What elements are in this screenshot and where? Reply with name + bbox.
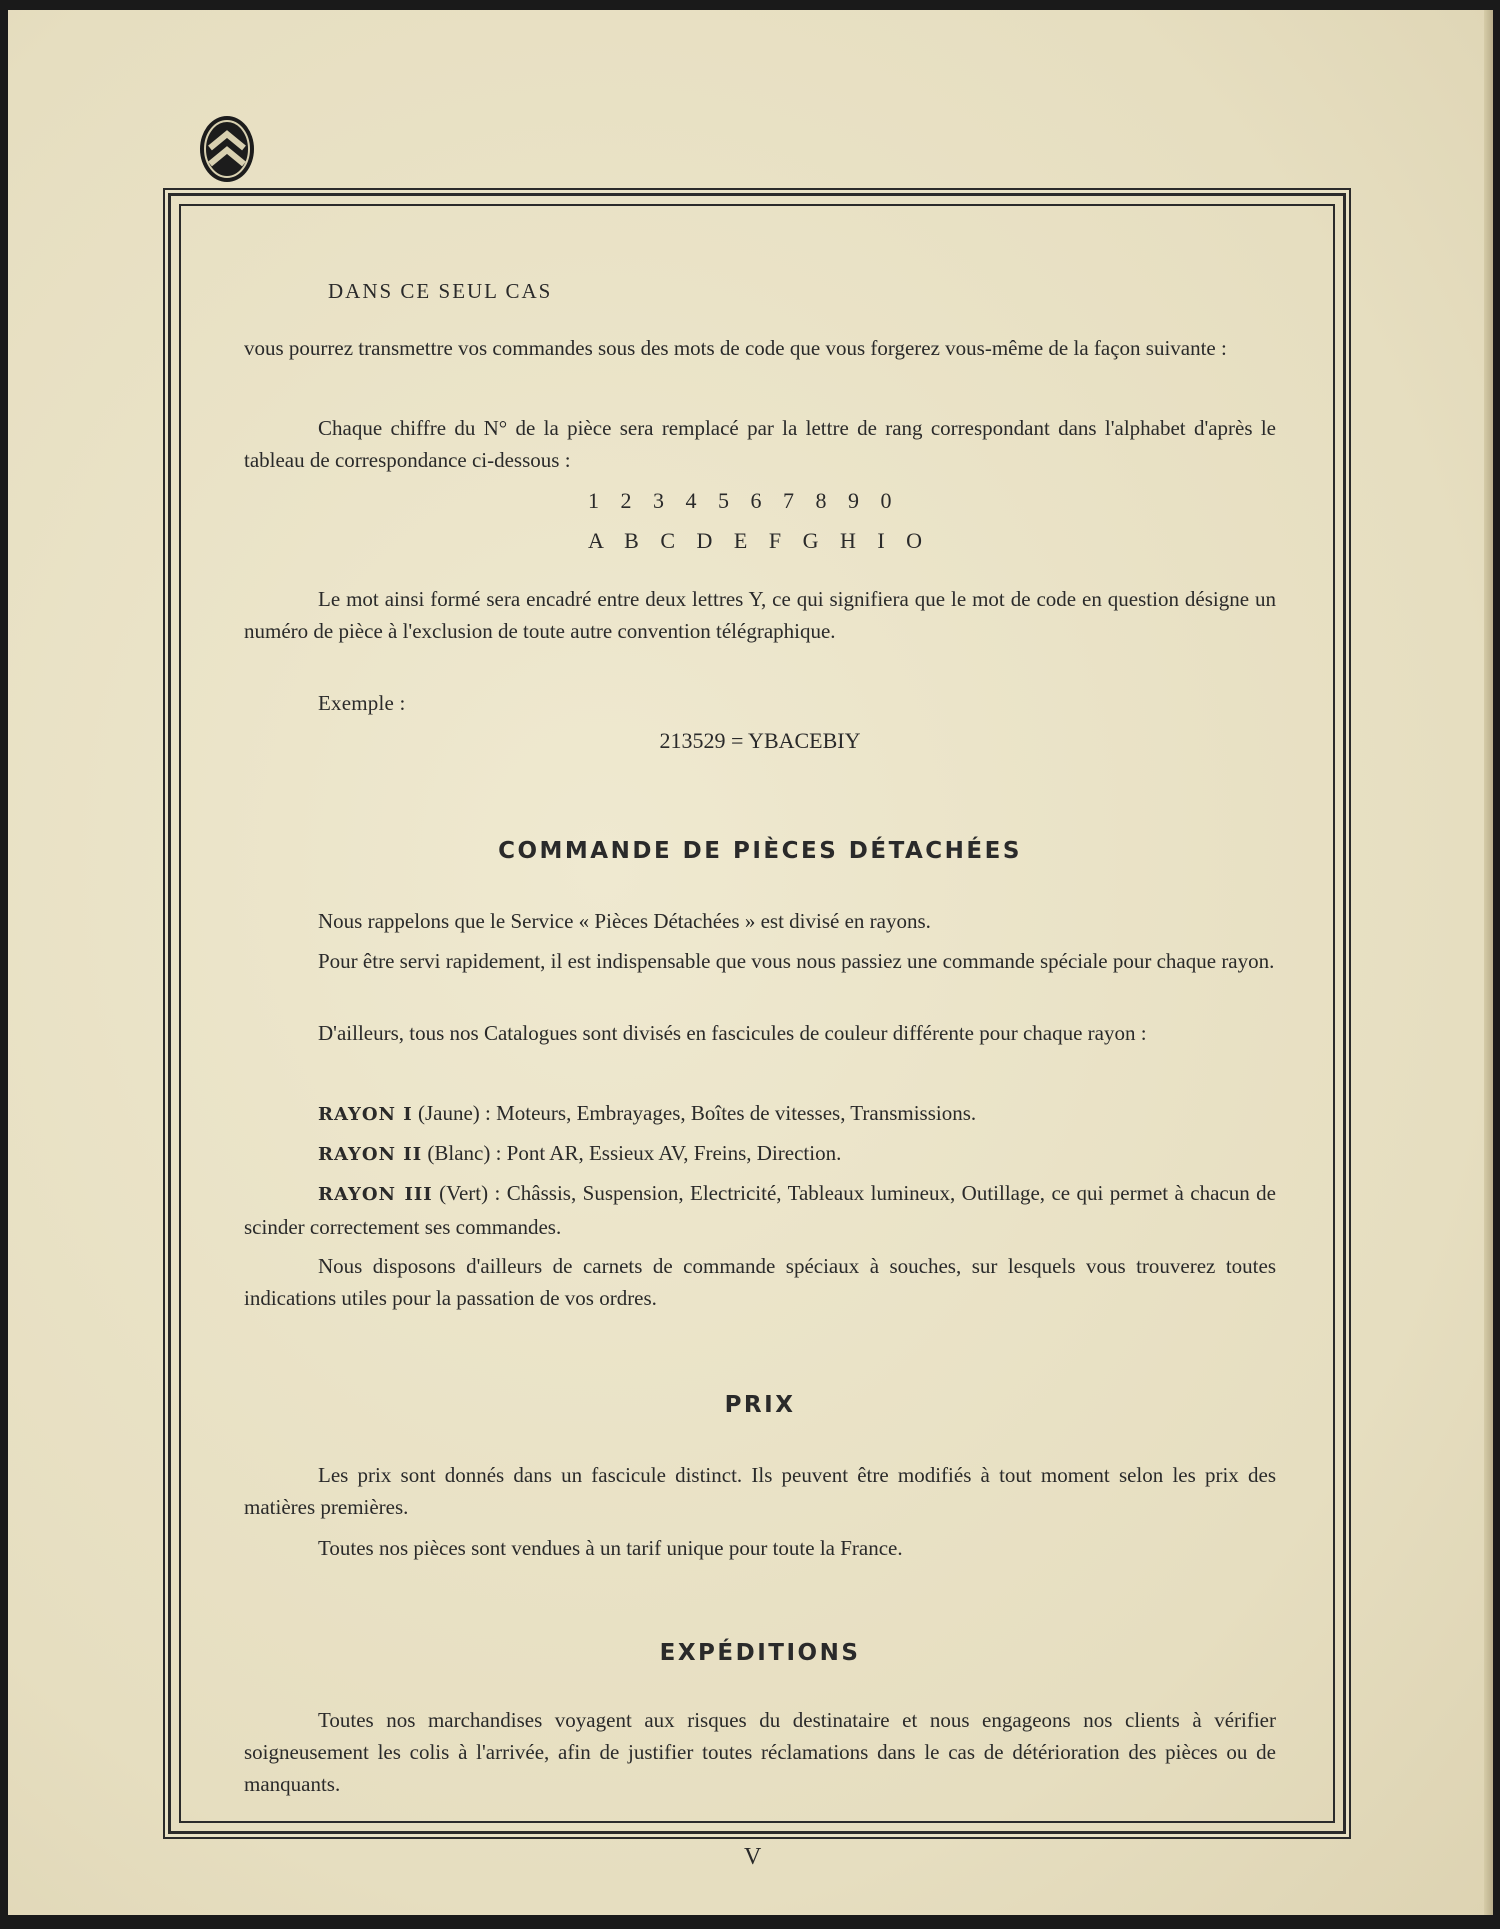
chevron-logo-icon (198, 114, 256, 184)
exemple-label: Exemple : (318, 691, 406, 715)
rayon-1-tag: RAYON I (318, 1104, 413, 1125)
mot-paragraph: Le mot ainsi formé sera encadré entre deux lettres Y, ce qui signifiera que le mot de code en question désigne un numéro de pièce à l'exclusion de toute autre convention télégraphique. (244, 587, 1276, 643)
rayon-2-tag: RAYON II (318, 1144, 423, 1165)
intro-paragraph: vous pourrez transmettre vos commandes sous des mots de code que vous forgerez vous-même de la façon suivante : (244, 336, 1227, 360)
prix-p1: Les prix sont donnés dans un fascicule distinct. Ils peuvent être modifiés à tout moment selon les prix des matières premières. (244, 1463, 1276, 1519)
section-title-prix: PRIX (724, 1392, 796, 1418)
digits-row: 1 2 3 4 5 6 7 8 9 0 (588, 488, 893, 513)
section-title-commande: COMMANDE DE PIÈCES DÉTACHÉES (498, 838, 1022, 864)
page-number: V (744, 1844, 762, 1870)
commande-p4: Nous disposons d'ailleurs de carnets de commande spéciaux à souches, sur lesquels vous trouverez toutes indications utiles pour la passation de vos ordres. (244, 1254, 1276, 1310)
document-page (8, 10, 1493, 1915)
section-title-expeditions: EXPÉDITIONS (659, 1640, 861, 1666)
page-edge (1484, 10, 1493, 1915)
expeditions-p1: Toutes nos marchandises voyagent aux risques du destinataire et nous engageons nos clients à vérifier soigneusement les colis à l'arrivée, afin de justifier toutes réclamations dans le cas de détérioration des pièces ou de manquants. (244, 1708, 1276, 1796)
exemple-value: 213529 = YBACEBIY (659, 728, 861, 753)
rayon-2-text: (Blanc) : Pont AR, Essieux AV, Freins, Direction. (422, 1141, 842, 1165)
rayon-3-text: (Vert) : Châssis, Suspension, Electricité, Tableaux lumineux, Outillage, ce qui permet à chacun de scinder correctement ses commandes. (244, 1181, 1276, 1239)
prix-p2: Toutes nos pièces sont vendues à un tarif unique pour toute la France. (318, 1536, 903, 1560)
commande-p3: D'ailleurs, tous nos Catalogues sont divisés en fascicules de couleur différente pour chaque rayon : (318, 1021, 1147, 1045)
rayon-3 (244, 1177, 1276, 1243)
commande-p2: Pour être servi rapidement, il est indispensable que vous nous passiez une commande spéciale pour chaque rayon. (318, 949, 1275, 973)
rayon-1 (244, 1097, 1276, 1131)
chiffre-paragraph: Chaque chiffre du N° de la pièce sera remplacé par la lettre de rang correspondant dans l'alphabet d'après le tableau de correspondance ci-dessous : (244, 416, 1276, 472)
rayon-1-text: (Jaune) : Moteurs, Embrayages, Boîtes de vitesses, Transmissions. (412, 1101, 977, 1125)
commande-p1: Nous rappelons que le Service « Pièces Détachées » est divisé en rayons. (318, 909, 931, 933)
intro-heading: DANS CE SEUL CAS (328, 279, 553, 303)
rayon-2 (244, 1137, 1276, 1171)
letters-row: A B C D E F G H I O (588, 528, 924, 553)
rayon-3-tag: RAYON III (318, 1184, 433, 1205)
